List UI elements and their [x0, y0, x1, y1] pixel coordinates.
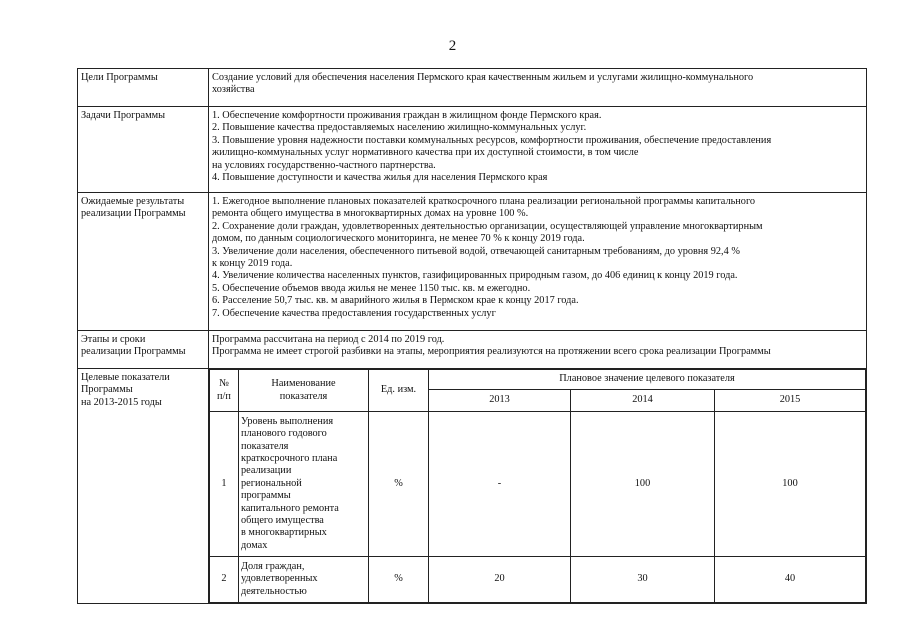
table-row [210, 412, 866, 557]
stages-row [78, 331, 867, 369]
item-value-2015: 100 [715, 412, 866, 557]
item-name: Доля граждан, удовлетворенных деятельностью [239, 557, 369, 603]
page-number: 2 [448, 38, 457, 54]
item-unit: % [369, 412, 429, 557]
header-year-2014: 2014 [571, 390, 715, 412]
item-value-2014: 100 [571, 412, 715, 557]
results-label: Ожидаемые результаты реализации Программы [78, 193, 209, 331]
results-content: 1. Ежегодное выполнение плановых показателей краткосрочного плана реализации региональной программы капитального ремонта общего имущества в многоквартирных домах на уровне 100 %. 2. Сохранение доли граждан, удовлетворенных деятельностью организации, осуществляющей управление многоквартирным домом, по данным социологического мониторинга, не менее 70 % к концу 2019 года. 3. Увеличение доли населения, обеспеченного питьевой водой, отвечающей санитарным требованиям, до уровня 92,4 % к концу 2019 года. 4. Увеличение количества населенных пунктов, газифицированных природным газом, до 406 единиц к концу 2019 года. 5. Обеспечение объемов ввода жилья не менее 1150 тыс. кв. м ежегодно. 6. Расселение 50,7 тыс. кв. м аварийного жилья в Пермском крае к концу 2017 года. 7. Обеспечение качества предоставления государственных услуг [209, 193, 867, 331]
goals-row [78, 69, 867, 107]
targets-table [209, 369, 866, 603]
header-unit: Ед. изм. [369, 370, 429, 412]
stages-label: Этапы и сроки реализации Программы [78, 331, 209, 369]
item-unit: % [369, 557, 429, 603]
targets-header-row [210, 370, 866, 390]
table-row [210, 557, 866, 603]
tasks-label: Задачи Программы [78, 107, 209, 193]
item-value-2013: - [429, 412, 571, 557]
results-row [78, 193, 867, 331]
header-year-2015: 2015 [715, 390, 866, 412]
item-name: Уровень выполнения планового годового показателя краткосрочного плана реализации региональной программы капитального ремонта общего имущества в многоквартирных домах [239, 412, 369, 557]
goals-content: Создание условий для обеспечения населения Пермского края качественным жильем и услугами жилищно-коммунального хозяйства [209, 69, 867, 107]
item-value-2013: 20 [429, 557, 571, 603]
item-num: 1 [210, 412, 239, 557]
targets-row [78, 369, 867, 604]
header-year-2013: 2013 [429, 390, 571, 412]
tasks-row [78, 107, 867, 193]
stages-content: Программа рассчитана на период с 2014 по 2019 год. Программа не имеет строгой разбивки на этапы, мероприятия реализуются на протяжении всего срока реализации Программы [209, 331, 867, 369]
item-value-2015: 40 [715, 557, 866, 603]
header-plan: Плановое значение целевого показателя [429, 370, 866, 390]
targets-label: Целевые показатели Программы на 2013-2015 годы [78, 369, 209, 604]
targets-content [209, 369, 867, 604]
item-num: 2 [210, 557, 239, 603]
goals-label: Цели Программы [78, 69, 209, 107]
item-value-2014: 30 [571, 557, 715, 603]
tasks-content: 1. Обеспечение комфортности проживания граждан в жилищном фонде Пермского края. 2. Повышение качества предоставляемых населению жилищно-коммунальных услуг. 3. Повышение уровня надежности поставки коммунальных ресурсов, комфортности проживания, обеспечение предоставления жилищно-коммунальных услуг нормативного качества при их доступной стоимости, в том числе на условиях государственно-частного партнерства. 4. Повышение доступности и качества жилья для населения Пермского края [209, 107, 867, 193]
header-num: № п/п [210, 370, 239, 412]
program-passport-table [77, 68, 867, 604]
header-name: Наименование показателя [239, 370, 369, 412]
